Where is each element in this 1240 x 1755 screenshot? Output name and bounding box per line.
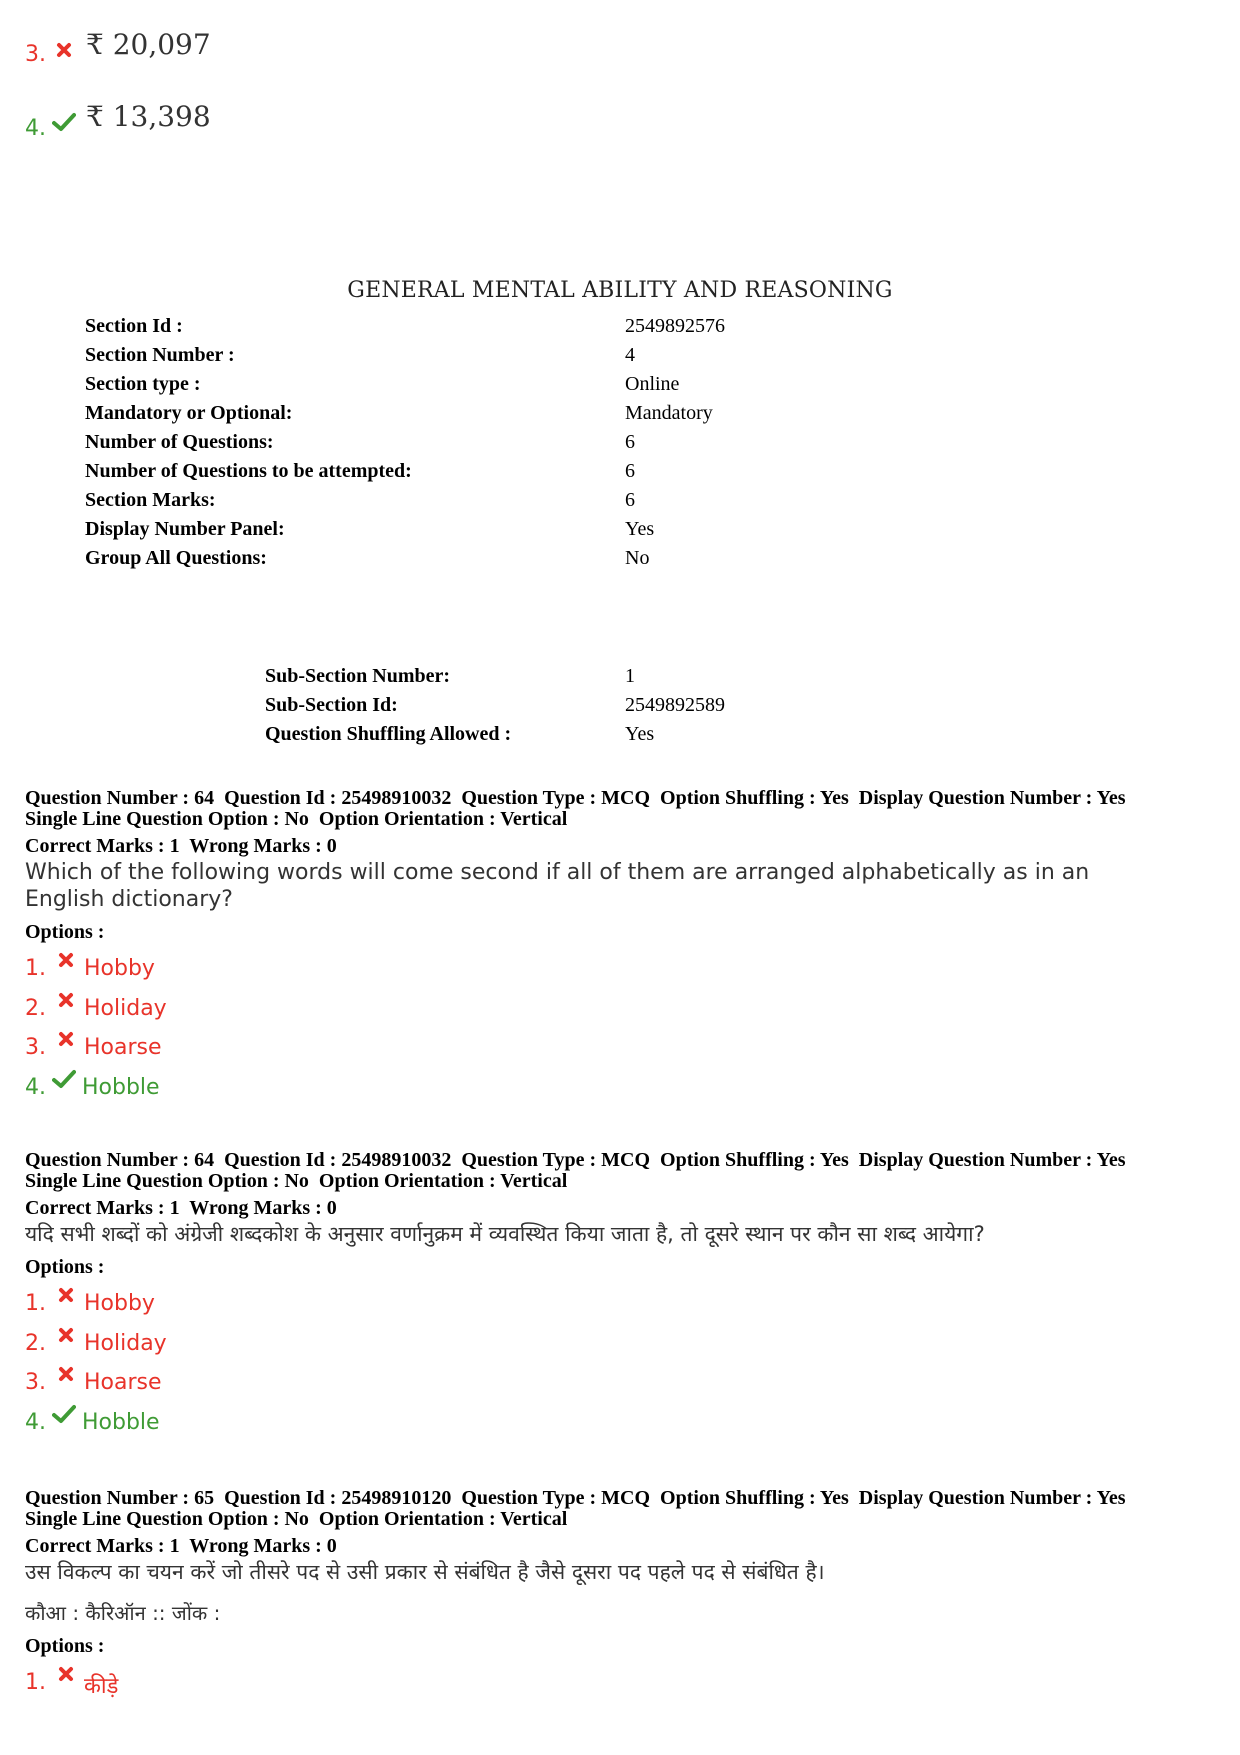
detail-label: Mandatory or Optional: <box>85 402 293 424</box>
detail-label: Section Id : <box>85 315 183 337</box>
detail-value: 4 <box>625 344 635 366</box>
detail-label: Section Number : <box>85 344 235 366</box>
detail-label: Sub-Section Number: <box>265 665 451 687</box>
detail-row <box>265 694 725 723</box>
cross-icon <box>58 1666 74 1682</box>
options-label: Options : <box>25 1635 105 1657</box>
detail-value: 6 <box>625 460 635 482</box>
cross-icon <box>58 992 74 1008</box>
option-item <box>25 1364 1225 1404</box>
option-text: Holiday <box>84 1330 167 1356</box>
option-number: 2. <box>25 995 46 1021</box>
section-details <box>85 315 725 576</box>
option-item <box>25 1029 1225 1069</box>
detail-row <box>265 665 725 694</box>
detail-value: Yes <box>625 518 655 540</box>
detail-value: Yes <box>625 723 655 745</box>
top-option-4 <box>25 100 211 141</box>
option-number: 1. <box>25 956 46 981</box>
detail-row <box>85 315 725 344</box>
cross-icon <box>58 1287 74 1303</box>
option-item <box>25 1404 1225 1444</box>
option-text: Hoarse <box>84 1035 162 1060</box>
option-text: Hobby <box>84 1291 155 1316</box>
option-item <box>25 1069 1225 1109</box>
top-option-3 <box>25 28 211 67</box>
option-text: Holiday <box>84 995 167 1021</box>
option-number: 2. <box>25 1330 46 1356</box>
detail-label: Sub-Section Id: <box>265 694 398 716</box>
option-item <box>25 990 1225 1030</box>
option-text: Hoarse <box>84 1370 162 1395</box>
option-value: ₹ 13,398 <box>86 100 211 133</box>
cross-icon <box>58 952 74 968</box>
detail-value: 2549892576 <box>625 315 725 337</box>
cross-icon <box>56 42 72 58</box>
question-meta-2: Single Line Question Option : No Option Orientation : Vertical <box>25 1508 568 1530</box>
option-text: Hobble <box>82 1409 160 1435</box>
option-number: 1. <box>25 1670 46 1695</box>
option-item <box>25 1325 1225 1365</box>
checkmark-icon <box>52 1069 76 1089</box>
option-number: 4. <box>25 1409 46 1435</box>
options-list <box>25 950 1225 1108</box>
detail-row <box>85 518 725 547</box>
cross-icon <box>58 1031 74 1047</box>
detail-row <box>85 489 725 518</box>
detail-value: Online <box>625 373 680 395</box>
detail-label: Display Number Panel: <box>85 518 285 540</box>
question-meta: Question Number : 64 Question Id : 25498910032 Question Type : MCQ Option Shuffling : Yes Display Question Number : Yes <box>25 787 1126 809</box>
options-label: Options : <box>25 921 105 943</box>
cross-icon <box>58 1327 74 1343</box>
option-text: Hobble <box>82 1074 160 1100</box>
detail-value: No <box>625 547 650 569</box>
option-number: 3. <box>25 1370 46 1395</box>
option-value: ₹ 20,097 <box>86 28 211 61</box>
detail-value: 2549892589 <box>625 694 725 716</box>
detail-label: Section type : <box>85 373 201 395</box>
question-text: Which of the following words will come second if all of them are arranged alphabetically as in an English dictionary? <box>25 860 1090 912</box>
question-meta-2: Single Line Question Option : No Option Orientation : Vertical <box>25 808 568 830</box>
detail-row <box>85 460 725 489</box>
option-item <box>25 1664 1225 1704</box>
question-meta-2: Single Line Question Option : No Option Orientation : Vertical <box>25 1170 568 1192</box>
question-block <box>25 1488 1225 1704</box>
question-marks: Correct Marks : 1 Wrong Marks : 0 <box>25 1197 337 1219</box>
question-text: यदि सभी शब्दों को अंग्रेजी शब्दकोश के अनुसार वर्णानुक्रम में व्यवस्थित किया जाता है, तो दूसरे स्थान पर कौन सा शब्द आयेगा? <box>25 1222 985 1246</box>
option-number: 1. <box>25 1291 46 1316</box>
detail-value: 6 <box>625 431 635 453</box>
option-number: 3. <box>25 1035 46 1060</box>
option-number: 4. <box>25 1074 46 1100</box>
section-title: GENERAL MENTAL ABILITY AND REASONING <box>347 278 893 303</box>
options-list <box>25 1664 1225 1704</box>
options-list <box>25 1285 1225 1443</box>
detail-row <box>85 344 725 373</box>
options-label: Options : <box>25 1256 105 1278</box>
question-block <box>25 1150 1225 1443</box>
option-number: 3. <box>25 42 46 67</box>
detail-row <box>85 431 725 460</box>
option-text: कीड़े <box>84 1674 119 1699</box>
question-text: उस विकल्प का चयन करें जो तीसरे पद से उसी प्रकार से संबंधित है जैसे दूसरा पद पहले पद से संबंधित है। <box>25 1560 825 1584</box>
detail-row <box>265 723 725 752</box>
question-block <box>25 788 1225 1108</box>
option-number: 4. <box>25 116 46 141</box>
detail-value: 1 <box>625 665 635 687</box>
detail-label: Section Marks: <box>85 489 216 511</box>
question-marks: Correct Marks : 1 Wrong Marks : 0 <box>25 1535 337 1557</box>
detail-label: Question Shuffling Allowed : <box>265 723 512 745</box>
detail-value: Mandatory <box>625 402 713 424</box>
detail-row <box>85 547 725 576</box>
detail-value: 6 <box>625 489 635 511</box>
question-marks: Correct Marks : 1 Wrong Marks : 0 <box>25 835 337 857</box>
checkmark-icon <box>52 112 76 132</box>
checkmark-icon <box>52 1404 76 1424</box>
detail-row <box>85 402 725 431</box>
detail-label: Number of Questions to be attempted: <box>85 460 412 482</box>
question-meta: Question Number : 65 Question Id : 25498910120 Question Type : MCQ Option Shuffling : Yes Display Question Number : Yes <box>25 1487 1126 1509</box>
detail-label: Group All Questions: <box>85 547 267 569</box>
question-meta: Question Number : 64 Question Id : 25498910032 Question Type : MCQ Option Shuffling : Yes Display Question Number : Yes <box>25 1149 1126 1171</box>
option-item <box>25 950 1225 990</box>
cross-icon <box>58 1366 74 1382</box>
detail-label: Number of Questions: <box>85 431 274 453</box>
subsection-details <box>265 665 725 752</box>
option-text: Hobby <box>84 956 155 981</box>
detail-row <box>85 373 725 402</box>
question-analogy: कौआ : कैरिऑन :: जोंक : <box>25 1601 221 1625</box>
option-item <box>25 1285 1225 1325</box>
